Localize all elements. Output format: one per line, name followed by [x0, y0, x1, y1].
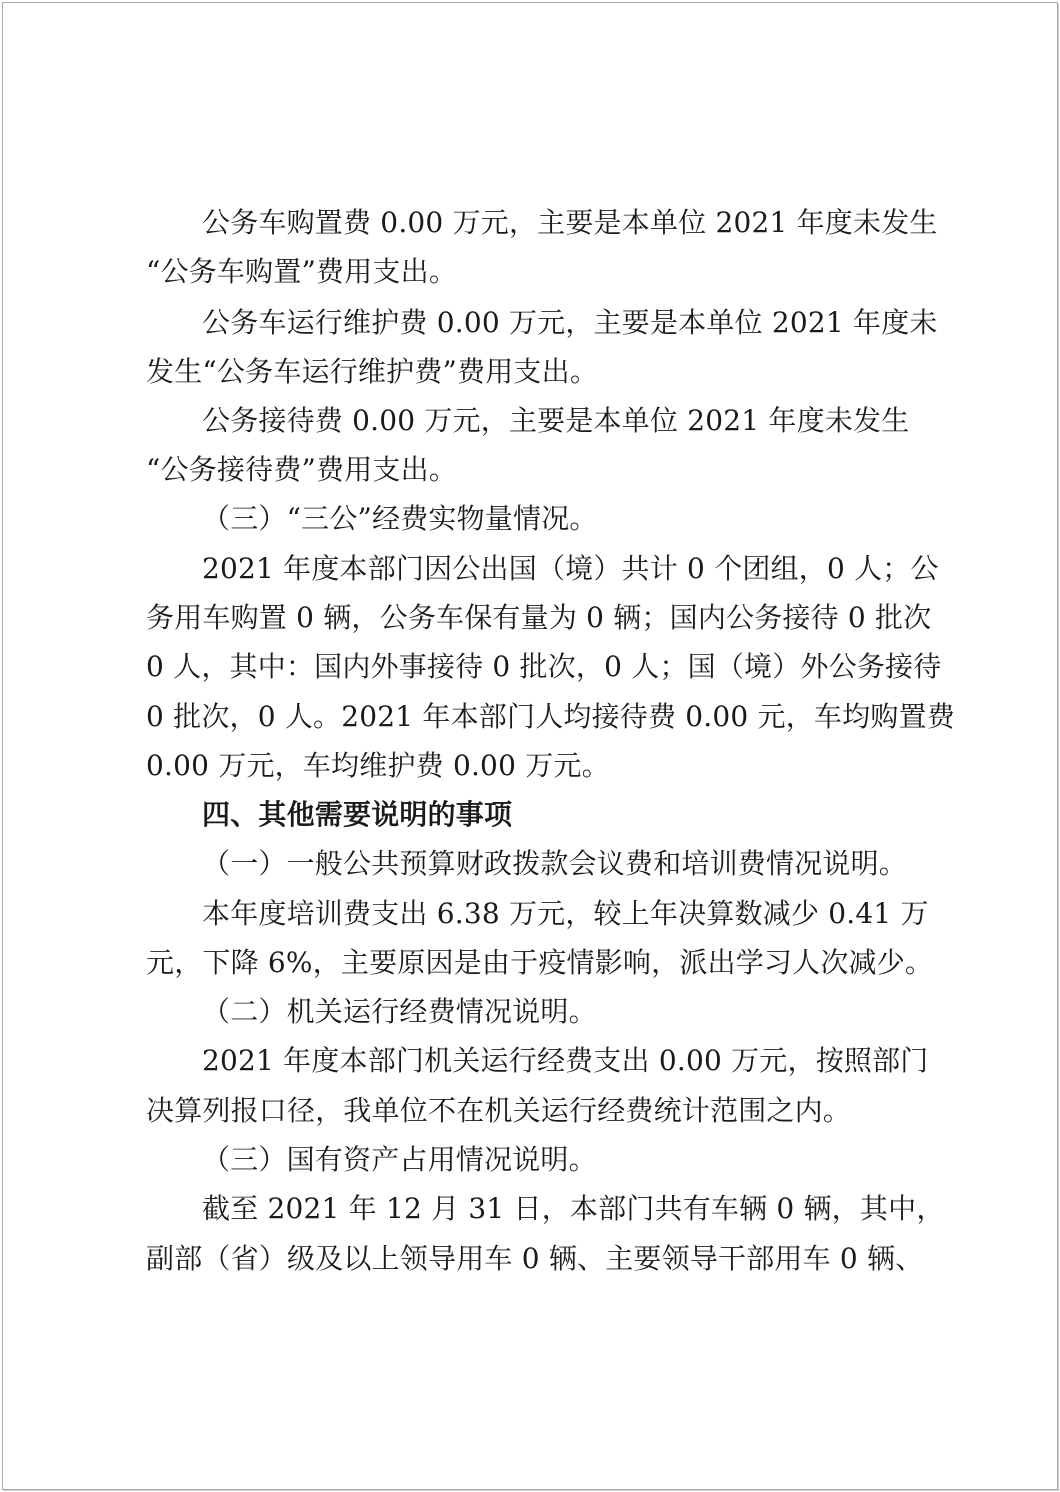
- section-heading: （一）一般公共预算财政拨款会议费和培训费情况说明。: [202, 847, 908, 880]
- text-line: 0 批次，0 人。2021 年本部门人均接待费 0.00 元，车均购置费: [146, 700, 955, 733]
- text-line: 决算列报口径，我单位不在机关运行经费统计范围之内。: [146, 1094, 852, 1127]
- text-line: 截至 2021 年 12 月 31 日，本部门共有车辆 0 辆，其中，: [202, 1192, 945, 1225]
- text-line: 2021 年度本部门机关运行经费支出 0.00 万元，按照部门: [202, 1044, 929, 1077]
- text-line: 公务车购置费 0.00 万元，主要是本单位 2021 年度未发生: [202, 206, 938, 239]
- text-line: 0.00 万元，车均维护费 0.00 万元。: [146, 749, 610, 782]
- text-line: 务用车购置 0 辆，公务车保有量为 0 辆；国内公务接待 0 批次: [146, 601, 932, 634]
- section-heading: （三）国有资产占用情况说明。: [202, 1143, 597, 1176]
- text-line: “公务接待费”费用支出。: [146, 453, 458, 486]
- text-line: 0 人，其中：国内外事接待 0 批次，0 人；国（境）外公务接待: [146, 650, 942, 683]
- document-page: [2, 2, 1058, 1490]
- text-line: 元，下降 6%，主要原因是由于疫情影响，派出学习人次减少。: [146, 946, 934, 979]
- text-line: 发生“公务车运行维护费”费用支出。: [146, 355, 599, 388]
- text-line: 公务车运行维护费 0.00 万元，主要是本单位 2021 年度未: [202, 306, 938, 339]
- text-line: 本年度培训费支出 6.38 万元，较上年决算数减少 0.41 万: [202, 897, 929, 930]
- text-line: 公务接待费 0.00 万元，主要是本单位 2021 年度未发生: [202, 404, 910, 437]
- section-heading: （二）机关运行经费情况说明。: [202, 995, 597, 1028]
- text-line: 2021 年度本部门因公出国（境）共计 0 个团组，0 人；公: [202, 552, 939, 585]
- text-line: “公务车购置”费用支出。: [146, 255, 458, 288]
- chapter-heading: 四、其他需要说明的事项: [202, 798, 513, 831]
- text-line: 副部（省）级及以上领导用车 0 辆、主要领导干部用车 0 辆、: [146, 1242, 924, 1275]
- section-heading: （三）“三公”经费实物量情况。: [202, 502, 598, 535]
